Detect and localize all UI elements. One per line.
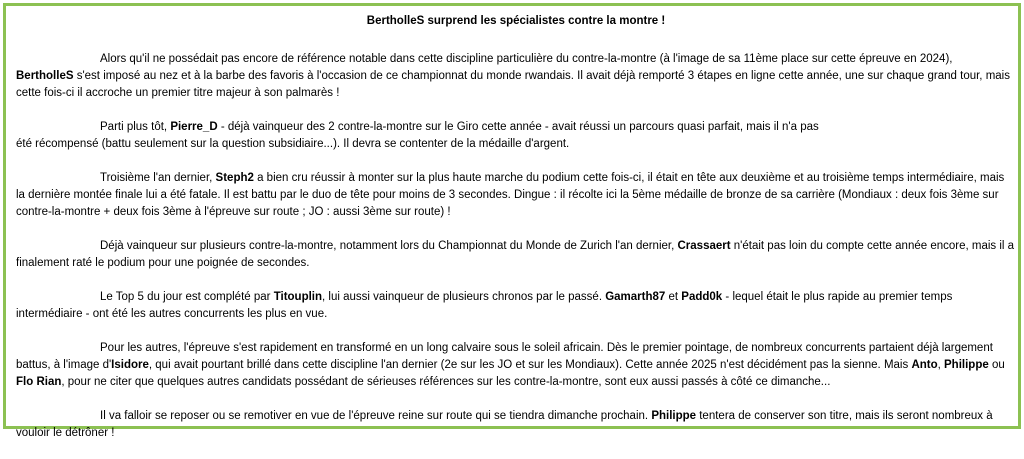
rider-name: Titouplin	[273, 291, 323, 303]
rider-name: Padd0k	[681, 291, 723, 303]
text: a bien cru réussir à monter sur la plus haute marche du podium cette fois-ci, il était en tête aux deuxième et au troisième temps intermédiaire, mais la dernière montée finale lui a été fatale. Il est battu par le duo de tête pour moins de 3 secondes. Dingue : il récolte ici la 5ème médaille de bronze de sa carrière (Mondiaux : deux fois 3ème sur contre-la-montre + deux fois 3ème à l'épreuve sur route ; JO : aussi 3ème sur route) !	[16, 172, 1005, 218]
rider-name: Pierre_D	[170, 121, 218, 133]
text: - déjà vainqueur des 2 contre-la-montre sur le Giro cette année - avait réussi un parcours quasi parfait, mais il n'a pas	[217, 121, 819, 133]
rider-name: Anto	[911, 359, 938, 371]
article	[16, 13, 1016, 459]
article-title: BertholleS surprend les spécialistes contre la montre !	[366, 15, 666, 27]
text: s'est imposé au nez et à la barbe des favoris à l'occasion de ce championnat du monde rwandais. Il avait déjà remporté 3 étapes en ligne cette année, une sur chaque grand tour, mais cette fois-ci il accroche un premier titre majeur à son palmarès !	[16, 70, 1010, 99]
text: , lui aussi vainqueur de plusieurs chronos par le passé.	[322, 291, 606, 303]
paragraph-6	[16, 340, 1016, 391]
text: Troisième l'an dernier,	[100, 172, 216, 184]
text: Alors qu'il ne possédait pas encore de référence notable dans cette discipline particulière du contre-la-montre (à l'image de sa 11ème place sur cette épreuve en 2024),	[100, 53, 953, 65]
paragraph-1	[16, 51, 1016, 102]
paragraph-2	[16, 119, 1016, 153]
rider-name: Steph2	[215, 172, 254, 184]
text: tentera de conserver son titre, mais ils seront nombreux à vouloir le détrôner !	[16, 410, 993, 439]
text: Parti plus tôt,	[100, 121, 171, 133]
text: été récompensé (battu seulement sur la question subsidiaire...). Il devra se contenter de la médaille d'argent.	[16, 138, 570, 150]
text: et	[665, 291, 682, 303]
rider-name: Philippe	[651, 410, 697, 422]
rider-name: Isidore	[111, 359, 149, 371]
rider-name: Flo Rian	[16, 376, 62, 388]
paragraph-4	[16, 238, 1016, 272]
text: Il va falloir se reposer ou se remotiver en vue de l'épreuve reine sur route qui se tiendra dimanche prochain.	[100, 410, 652, 422]
text: ou	[988, 359, 1005, 371]
text: Pour les autres, l'épreuve s'est rapidement en transformé en un long calvaire sous le soleil africain. Dès le premier pointage, de nombreux concurrents partaient déjà largement battus, à l'image d'	[16, 342, 993, 371]
rider-name: Philippe	[944, 359, 989, 371]
paragraph-3	[16, 170, 1016, 221]
paragraph-5	[16, 289, 1016, 323]
paragraph-7	[16, 408, 1016, 442]
text: Le Top 5 du jour est complété par	[100, 291, 274, 303]
text: Déjà vainqueur sur plusieurs contre-la-montre, notamment lors du Championnat du Monde de Zurich l'an dernier,	[100, 240, 678, 252]
text: - lequel était le plus rapide au premier temps intermédiaire - ont été les autres concurrents les plus en vue.	[16, 291, 953, 320]
text: n'était pas loin du compte cette année encore, mais il a finalement raté le podium pour une poignée de secondes.	[16, 240, 1015, 269]
text: , qui avait pourtant brillé dans cette discipline l'an dernier (2e sur les JO et sur les Mondiaux). Cette année 2025 n'est décidément pas la sienne. Mais	[148, 359, 912, 371]
text: ,	[937, 359, 945, 371]
text: , pour ne citer que quelques autres candidats possédant de sérieuses références sur les contre-la-montre, sont eux aussi passés à côté ce dimanche...	[61, 376, 831, 388]
rider-name: Crassaert	[677, 240, 731, 252]
rider-name: Gamarth87	[605, 291, 666, 303]
rider-name: BertholleS	[16, 70, 74, 82]
